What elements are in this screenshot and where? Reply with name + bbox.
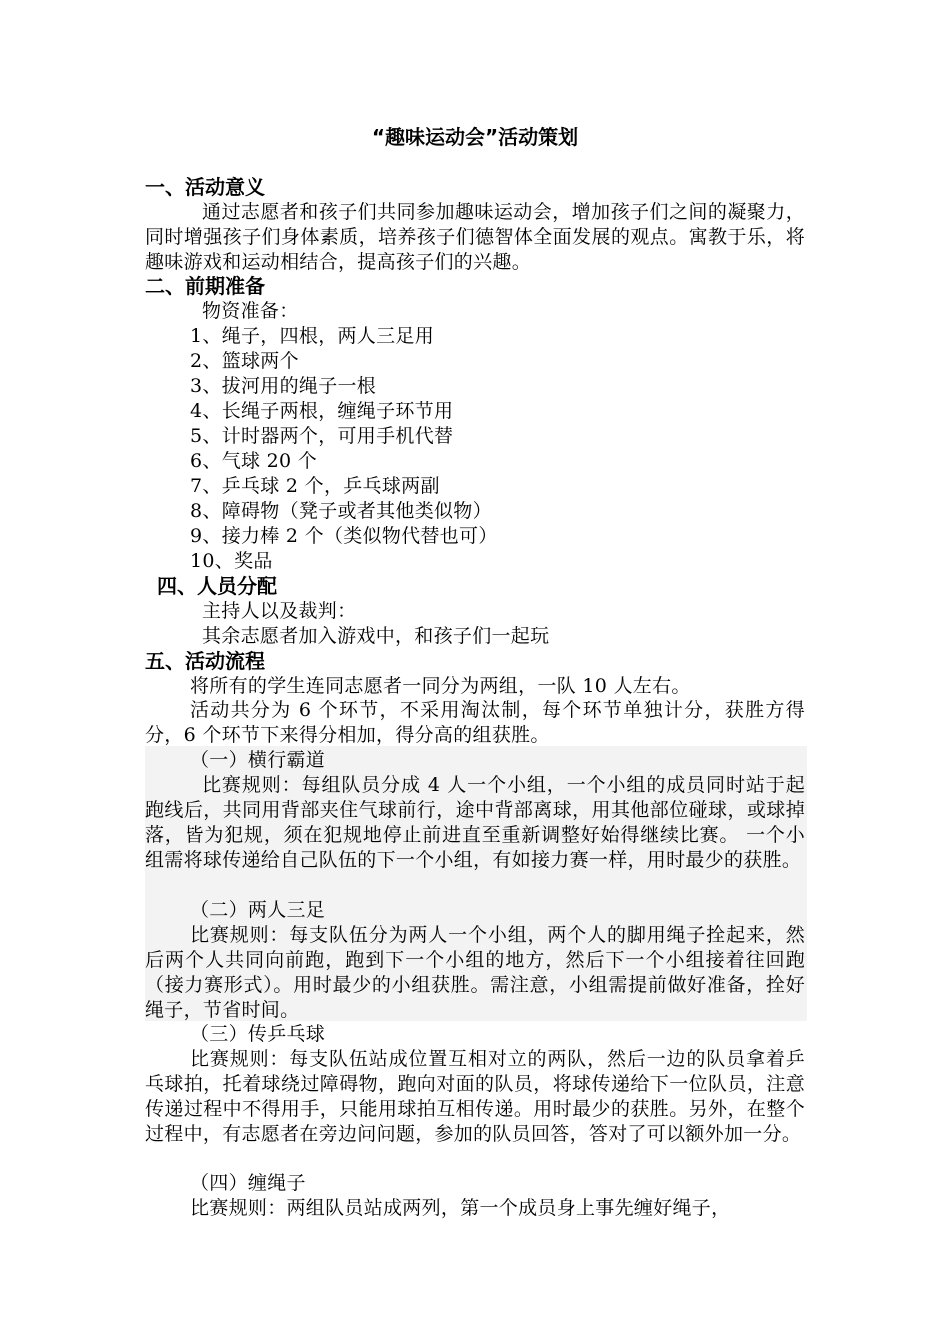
staffing-volunteers: 其余志愿者加入游戏中，和孩子们一起玩 (202, 625, 550, 647)
material-item: 1、绳子，四根，两人三足用 (190, 325, 434, 347)
document-title: “趣味运动会”活动策划 (371, 125, 579, 149)
game-title: （四）缠绳子 (190, 1172, 306, 1194)
section-heading-staffing: 四、人员分配 (157, 574, 277, 598)
material-item: 4、长绳子两根，缠绳子环节用 (190, 400, 454, 422)
section-heading-meaning: 一、活动意义 (145, 175, 265, 199)
game-title: （二）两人三足 (190, 899, 326, 921)
section-heading-process: 五、活动流程 (145, 649, 265, 673)
process-intro-scoring: 活动共分为 6 个环节，不采用淘汰制，每个环节单独计分，获胜方得分，6 个环节下来得分相加，得分高的组获胜。 (145, 699, 805, 746)
section-heading-preparation: 二、前期准备 (145, 274, 265, 298)
material-item: 7、乒乓球 2 个，乒乓球两副 (190, 475, 440, 497)
game-rule: 比赛规则：每支队伍站成位置互相对立的两队，然后一边的队员拿着乒乓球拍，托着球绕过障碍物，跑向对面的队员，将球传递给下一位队员，注意传递过程中不得用手，只能用球拍互相传递。用时最少的获胜。另外，在整个过程中，有志愿者在旁边问问题，参加的队员回答，答对了可以额外加一分。 (145, 1048, 805, 1145)
material-item: 6、气球 20 个 (190, 450, 318, 472)
game-rule: 比赛规则：每组队员分成 4 人一个小组，一个小组的成员同时站于起跑线后，共同用背部夹住气球前行，途中背部离球，用其他部位碰球，或球掉落，皆为犯规，须在犯规地停止前进直至重新调整好始得继续比赛。 一个小组需将球传递给自己队伍的下一个小组，有如接力赛一样，用时最少的获胜。 (145, 774, 805, 871)
material-item: 3、拔河用的绳子一根 (190, 375, 377, 397)
meaning-paragraph: 通过志愿者和孩子们共同参加趣味运动会，增加孩子们之间的凝聚力，同时增强孩子们身体素质，培养孩子们德智体全面发展的观点。寓教于乐，将趣味游戏和运动相结合，提高孩子们的兴趣。 (145, 201, 805, 273)
material-item: 2、篮球两个 (190, 350, 299, 372)
game-title: （三）传乒乓球 (190, 1023, 326, 1045)
game-rule: 比赛规则：每支队伍分为两人一个小组，两个人的脚用绳子拴起来，然后两个人共同向前跑，跑到下一个小组的地方，然后下一个小组接着往回跑（接力赛形式）。用时最少的小组获胜。需注意，小组需提前做好准备，拴好绳子，节省时间。 (145, 924, 805, 1021)
material-item: 10、奖品 (190, 550, 273, 572)
game-rule: 比赛规则：两组队员站成两列，第一个成员身上事先缠好绳子， (190, 1197, 731, 1219)
process-intro-grouping: 将所有的学生连同志愿者一同分为两组，一队 10 人左右。 (190, 675, 691, 697)
material-item: 8、障碍物（凳子或者其他类似物） (190, 500, 492, 522)
material-item: 9、接力棒 2 个（类似物代替也可） (190, 525, 498, 547)
game-title: （一）横行霸道 (190, 749, 326, 771)
staffing-host: 主持人以及裁判： (202, 600, 357, 622)
material-item: 5、计时器两个，可用手机代替 (190, 425, 454, 447)
materials-label: 物资准备： (202, 300, 299, 322)
